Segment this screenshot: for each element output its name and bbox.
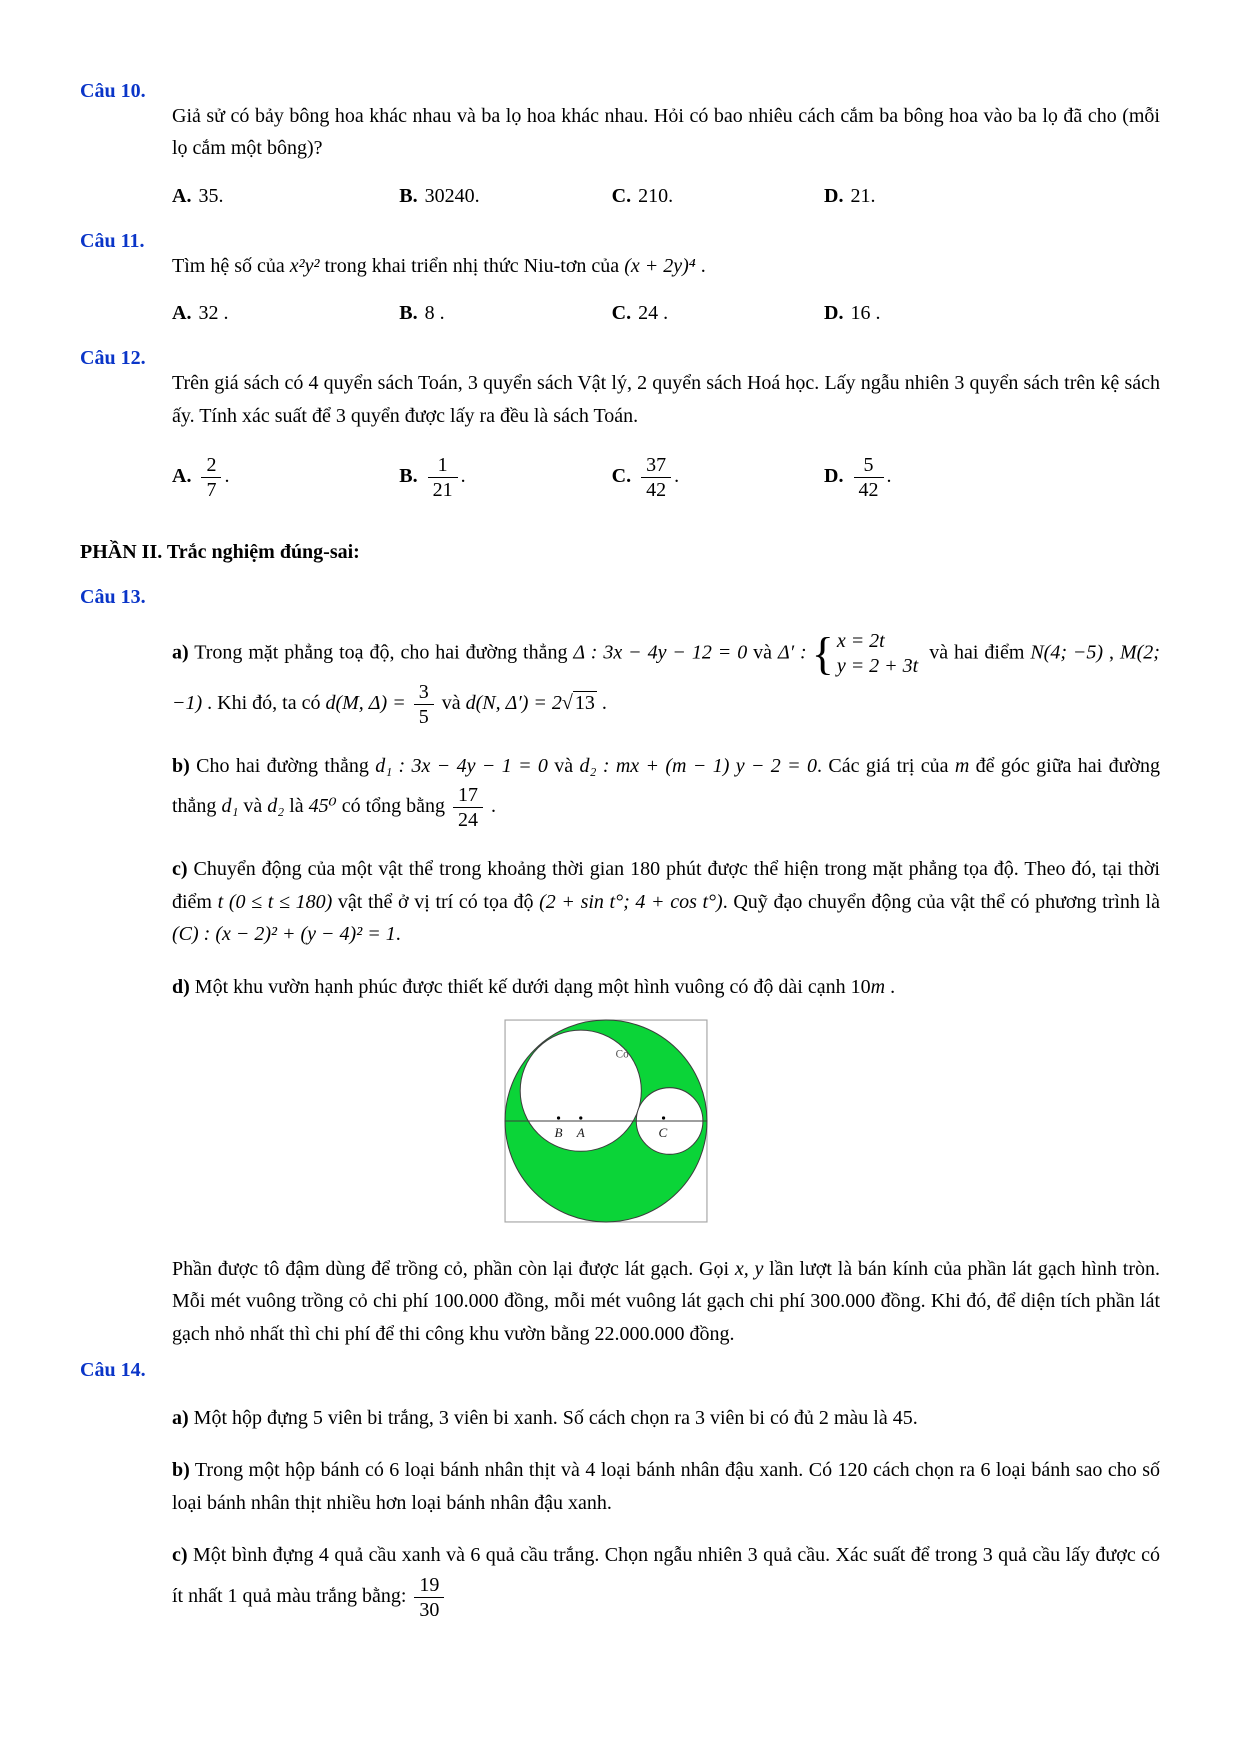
option-d-letter: D.: [824, 302, 844, 325]
question-11-text: Tìm hệ số của x²y² trong khai triển nhị thức Niu-tơn của (x + 2y)⁴ .: [172, 254, 706, 277]
question-12-options: [172, 452, 1160, 503]
question-10-text: Giả sử có bảy bông hoa khác nhau và ba lọ hoa khác nhau. Hỏi có bao nhiêu cách cắm ba bông hoa vào ba lọ đã cho (mỗi lọ cắm một bông)?: [172, 105, 1160, 160]
question-14-body: [172, 1402, 1160, 1623]
question-12: [80, 347, 1160, 503]
option-c: C. $\frac{37}{42}$ .: [611, 453, 680, 501]
q13-item-c: c) Chuyển động của một vật thể trong khoảng thời gian 180 phút được thể hiện trong mặt phẳng tọa độ. Theo đó, tại thời điểm t (0 ≤ t ≤ 180) vật thể ở vị trí có tọa độ (2 + sin t°; 4 + cos t°). Quỹ đạo chuyển động của vật thể có phương trình là (C) : (x − 2)² + (y − 4)² = 1.: [172, 858, 1160, 946]
fraction: $\frac{37}{42}$: [641, 453, 671, 502]
math-expression: Δ : 3x − 4y − 12 = 0: [573, 641, 748, 664]
option-c-letter: C.: [611, 184, 632, 207]
option-b: [399, 302, 611, 325]
option-a: A. $\frac{2}{7}$ .: [172, 453, 230, 501]
option-c-letter: C.: [611, 302, 632, 325]
q14-item-c: c) Một bình đựng 4 quả cầu xanh và 6 quả cầu trắng. Chọn ngẫu nhiên 3 quả cầu. Xác suất để trong 3 quả cầu lấy được có ít nhất 1 quả màu trắng bằng: $\frac{19}{30}$: [172, 1544, 1160, 1621]
option-a: [172, 302, 399, 325]
option-b: B. $\frac{1}{21}$ .: [399, 453, 466, 501]
q14-item-b: b) Trong một hộp bánh có 6 loại bánh nhân thịt và 4 loại bánh nhân đậu xanh. Có 120 cách chọn ra 6 loại bánh sao cho số loại bánh nhân thịt nhiều hơn loại bánh nhân đậu xanh.: [172, 1459, 1160, 1514]
fraction: $\frac{19}{30}$: [414, 1573, 444, 1622]
sqrt-expression: √ 13: [561, 692, 595, 715]
option-c-value: 210.: [638, 184, 674, 207]
point-a-label: A: [576, 1125, 585, 1141]
math-expression: 45⁰: [308, 795, 337, 818]
question-11-label: Câu 11.: [80, 229, 145, 252]
option-a-letter: A.: [172, 302, 192, 325]
question-10-label: Câu 10.: [80, 80, 146, 102]
option-a-letter: A.: [172, 184, 192, 207]
option-c-letter: C.: [611, 465, 632, 488]
option-a-value: 32 .: [198, 302, 229, 325]
fraction: $\frac{2}{7}$: [201, 453, 221, 502]
fraction: $\frac{1}{21}$: [428, 453, 458, 502]
point-c-dot: [662, 1116, 665, 1119]
math-expression: d₂: [267, 795, 285, 818]
option-b-value: 30240.: [424, 184, 480, 207]
option-a-value: 35.: [198, 184, 224, 207]
math-expression: (x + 2y)⁴: [624, 254, 696, 277]
point-c-label: C: [658, 1125, 668, 1141]
option-b: [399, 185, 611, 208]
math-expression: t (0 ≤ t ≤ 180): [217, 890, 333, 913]
option-c: [612, 185, 824, 208]
part2-heading: PHẦN II. Trắc nghiệm đúng-sai:: [80, 540, 360, 563]
sqrt-sign: √: [561, 692, 573, 715]
math-expression: d₁ : 3x − 4y − 1 = 0: [375, 754, 548, 777]
q13-item-b: b) Cho hai đường thẳng d₁ : 3x − 4y − 1 = 0 và d₂ : mx + (m − 1) y − 2 = 0. Các giá trị của m để góc giữa hai đường thẳng d₁ và d₂ là 45⁰ có tổng bằng $\frac{17}{24}$ .: [172, 754, 1160, 832]
math-expression: (C) : (x − 2)² + (y − 4)² = 1: [172, 923, 396, 946]
math-expression: d₁: [221, 795, 239, 818]
option-b-value: 8 .: [424, 302, 445, 325]
fraction: $\frac{5}{42}$: [854, 453, 884, 502]
option-d-value: 16 .: [850, 302, 881, 325]
question-10: [80, 80, 1160, 208]
option-c: [612, 302, 824, 325]
q13-item-d: d) Một khu vườn hạnh phúc được thiết kế dưới dạng một hình vuông có độ dài cạnh 10m .: [172, 975, 896, 998]
q13-item-a: a) Trong mặt phẳng toạ độ, cho hai đường thẳng Δ : 3x − 4y − 12 = 0 và Δ′ : { x = 2t y = 2 + 3t và hai điểm N(4; −5) , M(2; −1) . Khi đó, ta có d(M, Δ) = $\frac{3}{5}$ và d(N, Δ′) = 2√ 13 .: [172, 628, 1160, 728]
garden-figure: [172, 1015, 1040, 1233]
question-12-label: Câu 12.: [80, 347, 146, 370]
q13-after-figure-text: Phần được tô đậm dùng để trồng cỏ, phần còn lại được lát gạch. Gọi x, y lần lượt là bán kính của phần lát gạch hình tròn. Mỗi mét vuông trồng cỏ chi phí 100.000 đồng, mỗi mét vuông lát gạch chi phí 300.000 đồng. Khi đó, để diện tích phần lát gạch nhỏ nhất thì chi phí để thi công khu vườn bằng 22.000.000 đồng.: [172, 1257, 1160, 1345]
fraction: $\frac{3}{5}$: [414, 680, 434, 729]
option-d-value: 21.: [850, 184, 876, 207]
math-expression: d₂ : mx + (m − 1) y − 2 = 0: [579, 754, 818, 777]
math-expression: Δ′ :: [778, 641, 807, 664]
question-12-text: Trên giá sách có 4 quyển sách Toán, 3 quyển sách Vật lý, 2 quyển sách Hoá học. Lấy ngẫu nhiên 3 quyển sách trên kệ sách ấy. Tính xác suất để 3 quyển được lấy ra đều là sách Toán.: [172, 372, 1160, 427]
grass-label: Cỏ: [615, 1048, 629, 1061]
option-d-letter: D.: [824, 184, 844, 207]
question-11-options: [172, 302, 1160, 325]
math-expression: M(2; −1): [172, 641, 1160, 715]
option-a-letter: A.: [172, 465, 192, 488]
garden-diagram: [500, 1015, 712, 1227]
option-c-value: 24 .: [638, 302, 669, 325]
option-d: [824, 302, 1160, 325]
question-10-options: [172, 185, 1160, 208]
question-13-body: [172, 629, 1160, 1350]
math-expression: x²y²: [289, 254, 320, 277]
point-b-dot: [557, 1116, 560, 1119]
option-a: [172, 185, 399, 208]
question-11: [80, 230, 1160, 325]
fraction: $\frac{17}{24}$: [453, 783, 483, 832]
option-d: D. $\frac{5}{42}$ .: [824, 453, 892, 501]
math-expression: N(4; −5): [1030, 641, 1104, 664]
point-b-label: B: [554, 1125, 563, 1141]
math-expression: d(N, Δ′) = 2: [465, 692, 562, 715]
math-expression: (2 + sin t°; 4 + cos t°): [539, 890, 723, 913]
option-d-letter: D.: [824, 465, 844, 488]
option-d: [824, 185, 1160, 208]
equation-system: { x = 2t y = 2 + 3t: [811, 628, 919, 680]
math-expression: m: [870, 975, 886, 998]
math-expression: x, y: [734, 1257, 764, 1280]
brace-symbol: {: [811, 628, 834, 680]
q14-item-a: a) Một hộp đựng 5 viên bi trắng, 3 viên bi xanh. Số cách chọn ra 3 viên bi có đủ 2 màu là 45.: [172, 1407, 918, 1430]
question-13-label: Câu 13.: [80, 585, 146, 608]
math-expression: d(M, Δ) =: [325, 692, 411, 715]
option-b-letter: B.: [399, 184, 418, 207]
question-14-label: Câu 14.: [80, 1359, 146, 1382]
point-a-dot: [579, 1116, 582, 1119]
option-b-letter: B.: [399, 302, 418, 325]
option-b-letter: B.: [399, 465, 418, 488]
math-expression: m: [954, 754, 970, 777]
